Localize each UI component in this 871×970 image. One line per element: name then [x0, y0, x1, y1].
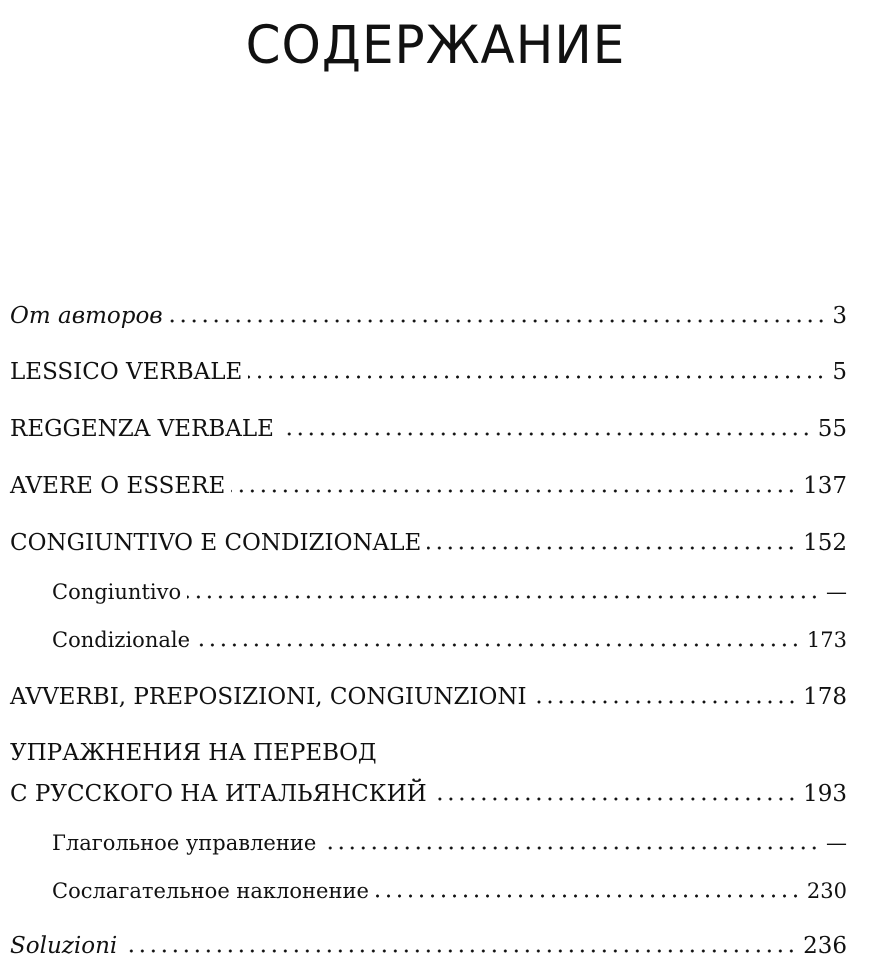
toc-entry-perevod[interactable]	[10, 780, 847, 808]
toc-entry-page: 55	[817, 416, 847, 442]
toc-entry-page: —	[826, 580, 847, 604]
toc-entry-page: 173	[806, 628, 847, 652]
dot-leader	[231, 489, 797, 493]
dot-leader	[375, 894, 801, 898]
dot-leader	[196, 643, 801, 647]
toc-entry-page: 193	[803, 781, 847, 807]
toc-entry-page: —	[826, 831, 847, 855]
dot-leader	[123, 949, 797, 953]
toc-entry-page: 178	[803, 684, 847, 710]
toc-subentry-congiuntivo[interactable]	[52, 578, 847, 606]
toc-entry-label: От авторов	[10, 303, 163, 329]
toc-entry-label: С РУССКОГО НА ИТАЛЬЯНСКИЙ	[10, 781, 427, 807]
toc-entry-page: 236	[803, 933, 847, 959]
toc-entry-label: LESSICO VERBALE	[10, 359, 243, 385]
dot-leader	[169, 319, 827, 323]
toc-subentry-glagolnoe-upravlenie[interactable]	[52, 829, 847, 857]
toc-entry-label: Глагольное управление	[52, 831, 317, 855]
toc-entry-page: 137	[803, 473, 847, 499]
dot-leader	[433, 797, 797, 801]
toc-entry-label: Soluzioni	[10, 933, 118, 959]
toc-entry-label: AVVERBI, PREPOSIZIONI, CONGIUNZIONI	[10, 684, 527, 710]
toc-entry-label: Сослагательное наклонение	[52, 879, 369, 903]
toc-entry-page: 230	[806, 879, 847, 903]
toc-entry-soluzioni[interactable]	[10, 932, 847, 960]
dot-leader	[533, 700, 798, 704]
toc-entry-lessico-verbale[interactable]	[10, 358, 847, 386]
toc-entry-label: REGGENZA VERBALE	[10, 416, 274, 442]
toc-entry-label: AVERE O ESSERE	[10, 473, 226, 499]
toc-entry-page: 5	[832, 359, 847, 385]
dot-leader	[322, 846, 820, 850]
toc-entry-page: 152	[803, 530, 847, 556]
toc-subentry-condizionale[interactable]	[52, 626, 847, 654]
dot-leader	[427, 546, 797, 550]
toc-entry-reggenza-verbale[interactable]	[10, 415, 847, 443]
page-title: СОДЕРЖАНИЕ	[245, 14, 626, 76]
dot-leader	[248, 375, 826, 379]
toc-subentry-soslagatelnoe-naklonenie[interactable]	[52, 877, 847, 905]
toc-entry-perevod-line1: УПРАЖНЕНИЯ НА ПЕРЕВОД	[10, 740, 377, 766]
toc-entry-label: CONGIUNTIVO E CONDIZIONALE	[10, 530, 422, 556]
toc-entry-label: Condizionale	[52, 628, 191, 652]
dot-leader	[187, 595, 820, 599]
dot-leader	[280, 432, 812, 436]
toc-entry-ot-avtorov[interactable]	[10, 302, 847, 330]
toc-entry-page: 3	[832, 303, 847, 329]
toc-entry-congiuntivo-e-condizionale[interactable]	[10, 529, 847, 557]
toc-entry-avere-o-essere[interactable]	[10, 472, 847, 500]
toc-entry-avverbi[interactable]	[10, 683, 847, 711]
toc-entry-label: Congiuntivo	[52, 580, 182, 604]
